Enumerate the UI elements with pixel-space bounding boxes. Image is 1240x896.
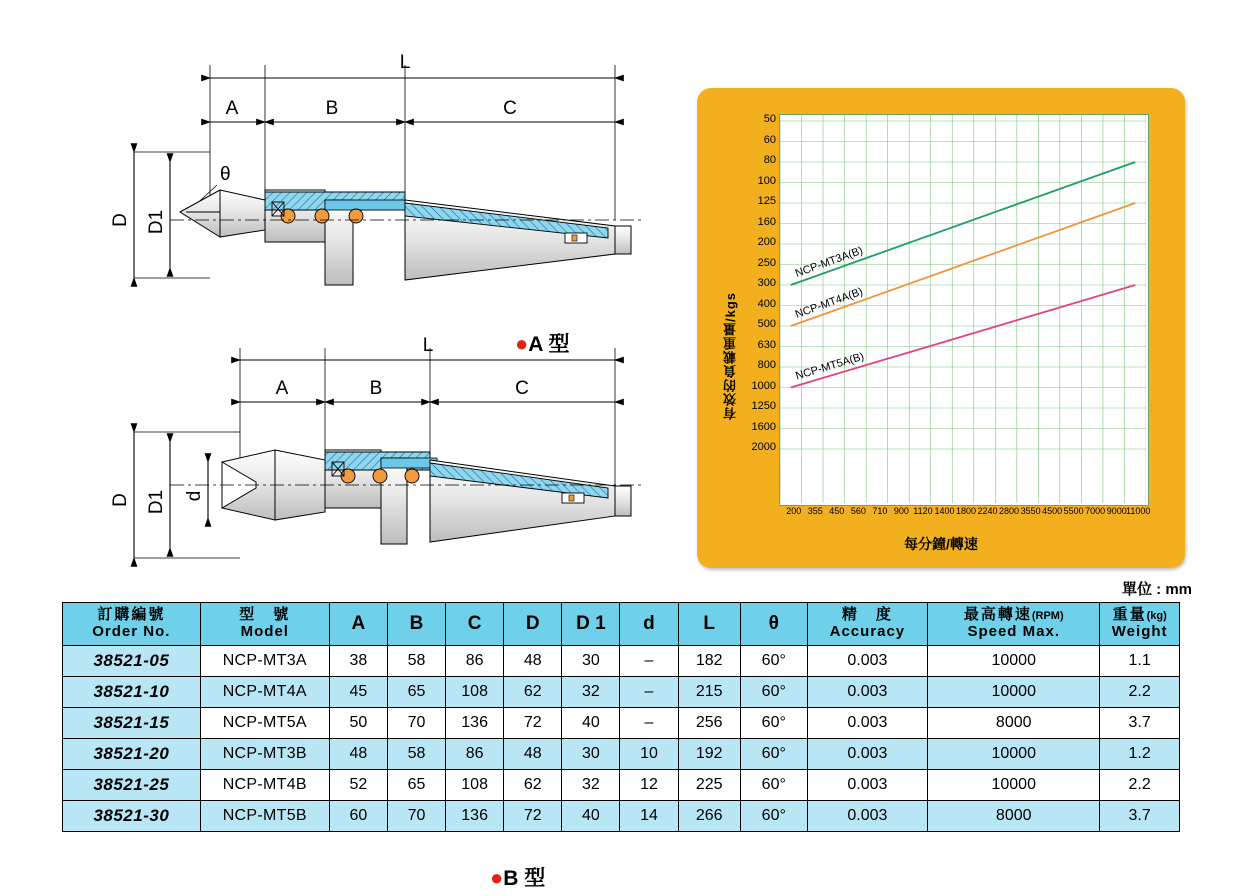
column-header-l: L <box>678 603 740 646</box>
chart-x-tick: 3550 <box>1020 506 1041 516</box>
chart-y-tick: 2000 <box>751 441 776 453</box>
column-header-weight <box>1100 603 1180 646</box>
spec-table <box>62 602 1180 832</box>
cell-d1: 30 <box>562 645 620 676</box>
cell-l: 215 <box>678 676 740 707</box>
cell-d1: 30 <box>562 738 620 769</box>
cell-a: 52 <box>329 769 387 800</box>
cell-dd: 10 <box>620 738 678 769</box>
column-header-b: B <box>387 603 445 646</box>
cell-b: 70 <box>387 707 445 738</box>
cell-d: 48 <box>504 738 562 769</box>
chart-plot-area <box>779 114 1149 506</box>
cell-weight: 2.2 <box>1100 676 1180 707</box>
cell-c: 86 <box>446 645 504 676</box>
cell-a: 45 <box>329 676 387 707</box>
cell-speed: 10000 <box>928 738 1100 769</box>
cell-accuracy: 0.003 <box>807 676 928 707</box>
cell-theta: 60° <box>740 738 807 769</box>
cell-dd: – <box>620 645 678 676</box>
column-header-en: Order No. <box>92 622 171 640</box>
chart-y-tick: 800 <box>757 359 776 371</box>
cell-weight: 3.7 <box>1100 707 1180 738</box>
table-row <box>63 769 1180 800</box>
column-header-en: Accuracy <box>829 622 906 640</box>
chart-x-tick: 9000 <box>1106 506 1127 516</box>
column-header-θ: θ <box>740 603 807 646</box>
cell-model: NCP-MT5A <box>200 707 329 738</box>
cell-speed: 10000 <box>928 645 1100 676</box>
cell-model: NCP-MT4A <box>200 676 329 707</box>
cell-c: 136 <box>446 800 504 831</box>
cell-d: 72 <box>504 707 562 738</box>
dim-B-label: B <box>325 98 339 119</box>
bullet-icon: ● <box>515 331 529 356</box>
cell-dd: 14 <box>620 800 678 831</box>
chart-x-tick: 7000 <box>1085 506 1106 516</box>
column-header-cn: 訂購編號 <box>97 606 166 623</box>
cell-order-no: 38521-15 <box>63 707 201 738</box>
chart-y-tick: 200 <box>757 236 776 248</box>
cell-order-no: 38521-10 <box>63 676 201 707</box>
chart-y-tick: 400 <box>757 297 776 310</box>
cell-accuracy: 0.003 <box>807 738 928 769</box>
chart-x-tick: 450 <box>829 506 845 516</box>
chart-y-tick: 250 <box>757 256 776 269</box>
column-header-cn: 精 度 <box>841 606 893 623</box>
cell-weight: 3.7 <box>1100 800 1180 831</box>
column-header-c: C <box>446 603 504 646</box>
chart-y-tick: 500 <box>757 318 776 330</box>
cell-l: 225 <box>678 769 740 800</box>
cell-a: 60 <box>329 800 387 831</box>
chart-x-ticks <box>779 506 1151 522</box>
chart-x-tick: 710 <box>872 506 888 516</box>
cell-c: 108 <box>446 676 504 707</box>
cell-dd: – <box>620 707 678 738</box>
column-header-en: Model <box>240 622 289 640</box>
cell-theta: 60° <box>740 645 807 676</box>
column-header-en: Weight <box>1111 622 1168 640</box>
dim-D-label: D <box>110 213 131 227</box>
chart-x-axis-label: 每分鐘/轉速 <box>904 536 978 552</box>
cell-speed: 8000 <box>928 800 1100 831</box>
cell-speed: 8000 <box>928 707 1100 738</box>
dim-d-label-b: d <box>184 490 205 502</box>
unit-note: 單位 : mm <box>1121 581 1192 598</box>
type-b-svg <box>60 330 660 575</box>
chart-y-tick: 160 <box>757 215 776 228</box>
cell-order-no: 38521-20 <box>63 738 201 769</box>
column-header-speedmax <box>928 603 1100 646</box>
cell-l: 266 <box>678 800 740 831</box>
cell-model: NCP-MT3B <box>200 738 329 769</box>
dim-D-label-b: D <box>110 493 131 507</box>
dim-L-label-b: L <box>422 335 434 356</box>
column-header-orderno <box>63 603 201 646</box>
cell-a: 50 <box>329 707 387 738</box>
cell-c: 86 <box>446 738 504 769</box>
column-header-en: Speed Max. <box>967 622 1060 640</box>
table-row <box>63 676 1180 707</box>
cell-dd: – <box>620 676 678 707</box>
cell-theta: 60° <box>740 676 807 707</box>
chart-y-tick: 1600 <box>751 420 776 433</box>
chart-series-label: NCP-MT4A(B) <box>793 285 865 321</box>
chart-series-label: NCP-MT5A(B) <box>794 350 866 383</box>
column-header-cn: 重量(kg) <box>1112 606 1167 623</box>
chart-x-tick: 200 <box>786 506 802 516</box>
cell-order-no: 38521-05 <box>63 645 201 676</box>
column-header-a: A <box>329 603 387 646</box>
spec-table-body <box>63 645 1180 831</box>
chart-x-tick: 560 <box>850 506 866 516</box>
column-header-cn: 最高轉速(RPM) <box>963 606 1064 623</box>
chart-x-tick: 1400 <box>934 506 955 516</box>
cell-speed: 10000 <box>928 676 1100 707</box>
cell-theta: 60° <box>740 769 807 800</box>
cell-d1: 32 <box>562 676 620 707</box>
cell-d: 48 <box>504 645 562 676</box>
cell-d1: 40 <box>562 707 620 738</box>
chart-x-tick: 4500 <box>1042 506 1063 516</box>
cell-a: 38 <box>329 645 387 676</box>
chart-x-tick: 1800 <box>955 506 977 516</box>
cell-l: 192 <box>678 738 740 769</box>
chart-y-tick: 300 <box>757 277 776 289</box>
chart-y-tick: 50 <box>763 113 776 125</box>
cell-d: 72 <box>504 800 562 831</box>
table-row <box>63 738 1180 769</box>
table-row <box>63 800 1180 831</box>
cell-d: 62 <box>504 676 562 707</box>
cell-accuracy: 0.003 <box>807 707 928 738</box>
cell-model: NCP-MT5B <box>200 800 329 831</box>
type-a-caption-text: A 型 <box>528 333 570 356</box>
cell-order-no: 38521-25 <box>63 769 201 800</box>
chart-x-tick: 2240 <box>977 506 998 516</box>
cell-dd: 12 <box>620 769 678 800</box>
cell-c: 136 <box>446 707 504 738</box>
cell-d1: 40 <box>562 800 620 831</box>
chart-y-tick: 80 <box>763 154 776 166</box>
table-row <box>63 707 1180 738</box>
chart-x-tick: 2800 <box>999 506 1020 516</box>
cell-accuracy: 0.003 <box>807 769 928 800</box>
chart-series-svg <box>780 115 1146 503</box>
cell-b: 65 <box>387 676 445 707</box>
bullet-icon-b: ● <box>490 865 504 890</box>
cell-weight: 1.1 <box>1100 645 1180 676</box>
cell-theta: 60° <box>740 800 807 831</box>
dim-C-label-b: C <box>515 378 529 399</box>
dim-A-label: A <box>225 98 239 119</box>
dim-theta-label: θ <box>220 164 231 185</box>
column-header-accuracy <box>807 603 928 646</box>
spec-table-container <box>62 602 1180 832</box>
cell-a: 48 <box>329 738 387 769</box>
type-b-caption-text: B 型 <box>503 867 546 890</box>
cell-theta: 60° <box>740 707 807 738</box>
spec-table-head <box>63 603 1180 646</box>
dim-L-label: L <box>399 52 411 73</box>
chart-series-label: NCP-MT3A(B) <box>793 244 865 280</box>
chart-y-tick: 1250 <box>751 400 776 412</box>
chart-x-tick: 900 <box>893 506 909 516</box>
cell-model: NCP-MT3A <box>200 645 329 676</box>
chart-x-tick: 355 <box>807 506 823 516</box>
cell-accuracy: 0.003 <box>807 645 928 676</box>
chart-x-tick: 1120 <box>913 506 933 516</box>
column-header-unit: (RPM) <box>1031 610 1064 622</box>
cell-b: 58 <box>387 738 445 769</box>
spec-table-header-row <box>63 603 1180 646</box>
cell-l: 256 <box>678 707 740 738</box>
chart-y-tick: 100 <box>757 174 776 187</box>
cell-order-no: 38521-30 <box>63 800 201 831</box>
column-header-unit: (kg) <box>1146 610 1167 622</box>
cell-speed: 10000 <box>928 769 1100 800</box>
column-header-model <box>200 603 329 646</box>
cell-l: 182 <box>678 645 740 676</box>
chart-y-tick: 60 <box>763 133 776 146</box>
chart-y-ticks <box>731 102 779 502</box>
load-speed-chart-panel <box>697 88 1185 568</box>
cell-b: 58 <box>387 645 445 676</box>
chart-y-tick: 125 <box>757 195 776 207</box>
cell-b: 65 <box>387 769 445 800</box>
dim-D1-label: D1 <box>146 209 167 235</box>
dim-C-label: C <box>503 98 517 119</box>
cell-b: 70 <box>387 800 445 831</box>
chart-x-tick: 5500 <box>1063 506 1084 516</box>
dim-A-label-b: A <box>275 378 289 399</box>
chart-x-tick: 11000 <box>1126 506 1151 516</box>
cell-d: 62 <box>504 769 562 800</box>
column-header-d: d <box>620 603 678 646</box>
dim-B-label-b: B <box>369 378 383 399</box>
type-a-svg <box>60 40 660 305</box>
chart-y-tick: 1000 <box>751 379 776 392</box>
dim-D1-label-b: D1 <box>146 489 167 515</box>
cell-weight: 1.2 <box>1100 738 1180 769</box>
technical-drawing-type-a <box>60 40 660 356</box>
cell-accuracy: 0.003 <box>807 800 928 831</box>
cell-weight: 2.2 <box>1100 769 1180 800</box>
cell-d1: 32 <box>562 769 620 800</box>
type-b-caption <box>490 862 545 892</box>
table-row <box>63 645 1180 676</box>
column-header-d: D <box>504 603 562 646</box>
chart-y-axis-label: 有效的負載重量/kgs <box>723 292 738 421</box>
column-header-cn: 型 號 <box>239 606 291 623</box>
column-header-d1: D 1 <box>562 603 620 646</box>
cell-model: NCP-MT4B <box>200 769 329 800</box>
chart-y-tick: 630 <box>757 338 776 351</box>
chart-inner <box>715 102 1167 554</box>
cell-c: 108 <box>446 769 504 800</box>
